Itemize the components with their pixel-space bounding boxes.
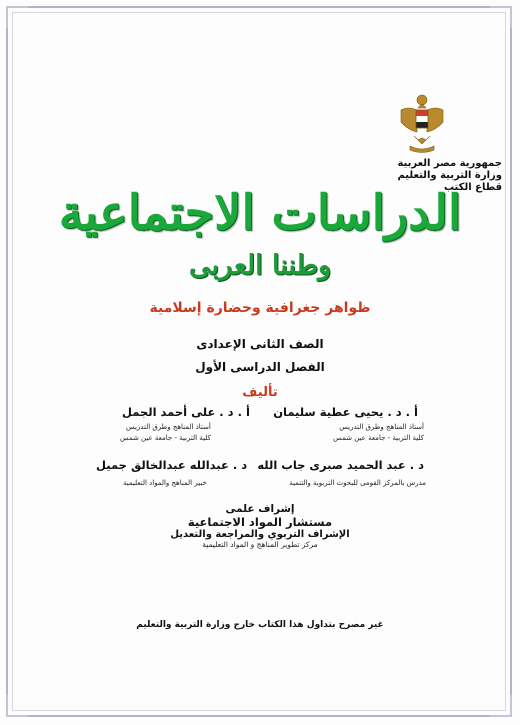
author-role <box>289 478 426 489</box>
author-entry <box>96 458 247 472</box>
supervision-block <box>0 503 520 549</box>
supervision-center: مركز تطوير المناهج و المواد التعليمية <box>202 540 318 549</box>
author-role <box>123 478 207 489</box>
author-role-line: خبير المناهج والمواد التعليمية <box>123 479 207 487</box>
author-role <box>120 422 211 444</box>
author-role-line: كلية التربية - جامعة عين شمس <box>333 434 424 442</box>
grade-label: الصف الثانى الإعدادى <box>196 337 324 351</box>
author-role-line: كلية التربية - جامعة عين شمس <box>120 434 211 442</box>
frame-corner <box>6 6 28 28</box>
author-name: د . عبدالله عبدالخالق جميل <box>96 458 248 472</box>
country-name: جمهورية مصر العربية <box>397 158 502 169</box>
author-name: د . عبد الحميد صبرى جاب الله <box>257 458 424 472</box>
ministry-name: وزارة التربية والتعليم <box>397 170 502 181</box>
supervision-review: الإشراف التربوي والمراجعة والتعديل <box>170 529 350 540</box>
author-name: أ . د . يحيى عطية سليمان <box>273 405 418 419</box>
author-name: أ . د . على أحمد الجمل <box>122 405 250 419</box>
author-entry <box>257 458 424 472</box>
term-label: الفصل الدراسى الأول <box>195 360 325 374</box>
author-role-line: أستاذ المناهج وطرق التدريس <box>339 423 424 431</box>
supervision-advisor: مستشار المواد الاجتماعية <box>187 515 333 529</box>
frame-corner <box>490 695 512 717</box>
author-role <box>333 422 424 444</box>
eagle-emblem-icon <box>398 92 446 154</box>
supervision-heading: إشراف علمى <box>225 503 295 515</box>
frame-corner <box>6 695 28 717</box>
author-entry <box>122 405 250 419</box>
author-role-line: أستاذ المناهج وطرق التدريس <box>126 423 211 431</box>
authors-heading: تأليف <box>242 385 278 400</box>
book-title: الدراسات الاجتماعية <box>58 185 462 241</box>
author-entry <box>273 405 418 419</box>
distribution-notice: غير مصرح بتداول هذا الكتاب خارج وزارة التربية والتعليم <box>136 620 384 630</box>
author-role-line: مدرس بالمركز القومى للبحوث التربوية والتنمية <box>289 479 426 487</box>
book-tagline: ظواهر جغرافية وحضارة إسلامية <box>149 300 371 316</box>
book-subtitle: وطننا العربى <box>188 250 332 281</box>
frame-corner <box>490 6 512 28</box>
sector-name: قطاع الكتب <box>443 182 502 193</box>
